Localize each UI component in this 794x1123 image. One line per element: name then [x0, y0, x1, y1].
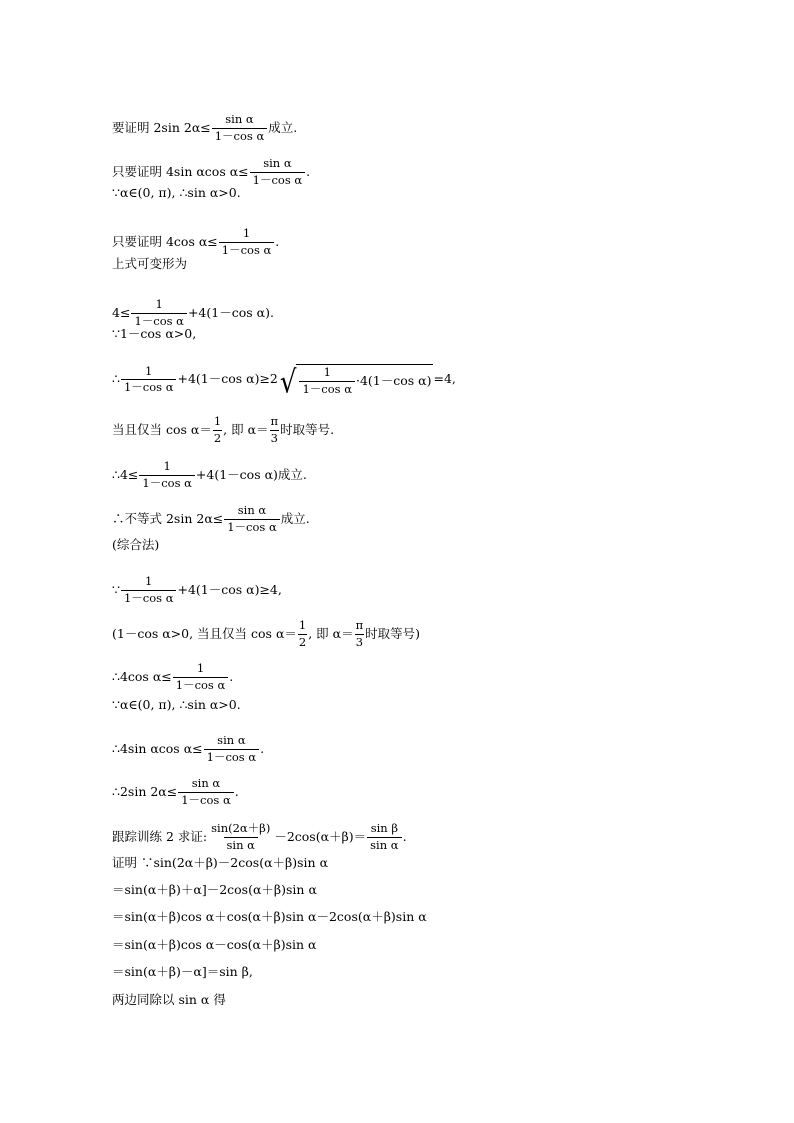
proof-line-6: [112, 299, 274, 327]
proof-line-7: [112, 328, 196, 341]
numerator: 1: [196, 661, 205, 675]
fraction: [298, 620, 307, 648]
fraction: [250, 158, 306, 186]
numerator: sin α: [237, 503, 267, 517]
numerator: sin α: [263, 156, 292, 170]
text: 上式可变形为: [112, 256, 188, 271]
text: .: [234, 783, 239, 799]
numerator: 1: [213, 414, 222, 428]
numerator: 1: [298, 618, 307, 632]
numerator: 1: [155, 297, 163, 311]
denominator: 3: [270, 430, 278, 445]
proof-line-23: [112, 939, 316, 952]
proof-line-10: [112, 461, 307, 489]
denominator: 3: [355, 634, 364, 649]
numerator: 1: [163, 459, 171, 473]
text: －2cos(α＋β)＝: [274, 828, 367, 844]
denominator: 1－cos α: [212, 128, 268, 143]
fraction: [178, 778, 234, 806]
proof-line-2: [112, 158, 310, 186]
text: .: [402, 828, 407, 844]
denominator: 1－cos α: [121, 379, 177, 394]
text: 4≤: [112, 304, 131, 320]
fraction: [139, 461, 195, 489]
denominator: 1－cos α: [219, 242, 275, 257]
proof-line-1: [112, 114, 297, 142]
proof-line-12: [112, 539, 159, 552]
denominator: 2: [213, 430, 222, 445]
proof-line-21: [112, 884, 317, 897]
text: ＝sin(α＋β)＋α]－2cos(α＋β)sin α: [112, 882, 317, 897]
proof-line-11: [112, 505, 310, 533]
text: ∴2sin 2α≤: [112, 783, 178, 799]
numerator: sin β: [370, 821, 399, 835]
exercise-heading: [112, 823, 407, 851]
proof-line-13: [112, 576, 282, 604]
text: 只要证明 4cos α≤: [112, 233, 218, 249]
text: .: [229, 668, 234, 684]
text: ＝sin(α＋β)cos α－cos(α＋β)sin α: [112, 937, 317, 952]
text: +4(1－cos α)≥4,: [177, 581, 282, 597]
denominator: 1－cos α: [139, 475, 195, 490]
proof-line-4: [112, 228, 279, 256]
text: 成立.: [280, 510, 310, 526]
text: 时取等号): [365, 625, 421, 641]
proof-line-20: [112, 857, 328, 870]
text: ∵1－cos α>0,: [112, 326, 197, 341]
proof-line-8: [112, 363, 456, 401]
fraction: [208, 823, 273, 851]
text: 跟踪训练 2 求证:: [112, 828, 208, 844]
proof-line-25: [112, 994, 226, 1007]
text: ·4(1－cos α): [355, 372, 432, 388]
numerator: sin(2α＋β): [211, 821, 271, 835]
radicand: [296, 364, 433, 395]
numerator: π: [355, 618, 364, 632]
text: =4,: [433, 371, 456, 387]
fraction: [212, 114, 268, 142]
proof-line-17: [112, 735, 264, 763]
fraction: [299, 367, 355, 395]
numerator: 1: [145, 363, 153, 378]
numerator: π: [270, 414, 279, 428]
fraction: [173, 663, 229, 691]
denominator: sin α: [224, 837, 258, 852]
text: 当且仅当 cos α＝: [112, 421, 212, 437]
denominator: 1－cos α: [173, 677, 229, 692]
text: ∵: [112, 581, 120, 597]
text: ∴不等式 2sin 2α≤: [112, 510, 224, 526]
fraction: [121, 576, 177, 604]
text: ∴4cos α≤: [112, 668, 172, 684]
proof-line-22: [112, 911, 427, 924]
text: ∴4sin αcos α≤: [112, 740, 203, 756]
text: +4(1－cos α)≥2: [177, 371, 278, 387]
denominator: 1－cos α: [204, 749, 260, 764]
denominator: 1－cos α: [121, 590, 177, 605]
proof-line-24: [112, 966, 253, 979]
denominator: sin α: [367, 837, 401, 852]
proof-line-9: [112, 416, 334, 444]
fraction: [213, 416, 222, 444]
text: ∴: [112, 371, 120, 387]
proof-line-14: [112, 620, 420, 648]
fraction: [270, 416, 280, 444]
square-root: [279, 364, 434, 401]
text: 只要证明 4sin αcos α≤: [112, 163, 249, 179]
proof-line-15: [112, 663, 233, 691]
text: ＝sin(α＋β)cos α＋cos(α＋β)sin α－2cos(α＋β)sin α: [112, 909, 427, 924]
proof-line-5: [112, 258, 187, 271]
denominator: 1－cos α: [178, 792, 234, 807]
text: 两边同除以 sin α 得: [112, 992, 226, 1007]
numerator: 1: [145, 574, 153, 588]
text: .: [275, 233, 280, 249]
text: .: [260, 740, 265, 756]
fraction: [204, 735, 260, 763]
fraction: [224, 505, 280, 533]
proof-line-3: [112, 187, 241, 200]
denominator: 1－cos α: [250, 172, 306, 187]
text: ∵α∈(0, π), ∴sin α>0.: [112, 697, 241, 712]
radical-sign-icon: √: [279, 364, 297, 401]
text: (综合法): [112, 537, 160, 552]
numerator: 1: [323, 365, 331, 379]
text: ∴4≤: [112, 466, 139, 482]
proof-line-16: [112, 699, 241, 712]
fraction: [219, 228, 275, 256]
denominator: 1－cos α: [131, 313, 187, 328]
text: (1－cos α>0, 当且仅当 cos α＝: [112, 625, 297, 641]
proof-line-18: [112, 778, 239, 806]
fraction: [367, 823, 401, 851]
text: ＝sin(α＋β)－α]＝sin β,: [112, 964, 253, 979]
text: 成立.: [268, 119, 298, 135]
text: 时取等号.: [280, 421, 335, 437]
text: 要证明 2sin 2α≤: [112, 119, 211, 135]
fraction: [121, 363, 177, 394]
text: +4(1－cos α)成立.: [195, 466, 307, 482]
text: , 即 α＝: [223, 421, 269, 437]
text: 证明 ∵sin(2α＋β)－2cos(α＋β)sin α: [112, 855, 329, 870]
text: .: [306, 163, 311, 179]
text: ∵α∈(0, π), ∴sin α>0.: [112, 185, 241, 200]
text: +4(1－cos α).: [187, 304, 274, 320]
numerator: 1: [242, 226, 251, 240]
denominator: 2: [298, 634, 307, 649]
fraction: [131, 299, 187, 327]
text: , 即 α＝: [308, 625, 354, 641]
fraction: [355, 620, 365, 648]
denominator: 1－cos α: [224, 519, 280, 534]
numerator: sin α: [191, 776, 221, 790]
denominator: 1－cos α: [299, 381, 355, 396]
numerator: sin α: [217, 733, 246, 747]
numerator: sin α: [225, 112, 254, 126]
